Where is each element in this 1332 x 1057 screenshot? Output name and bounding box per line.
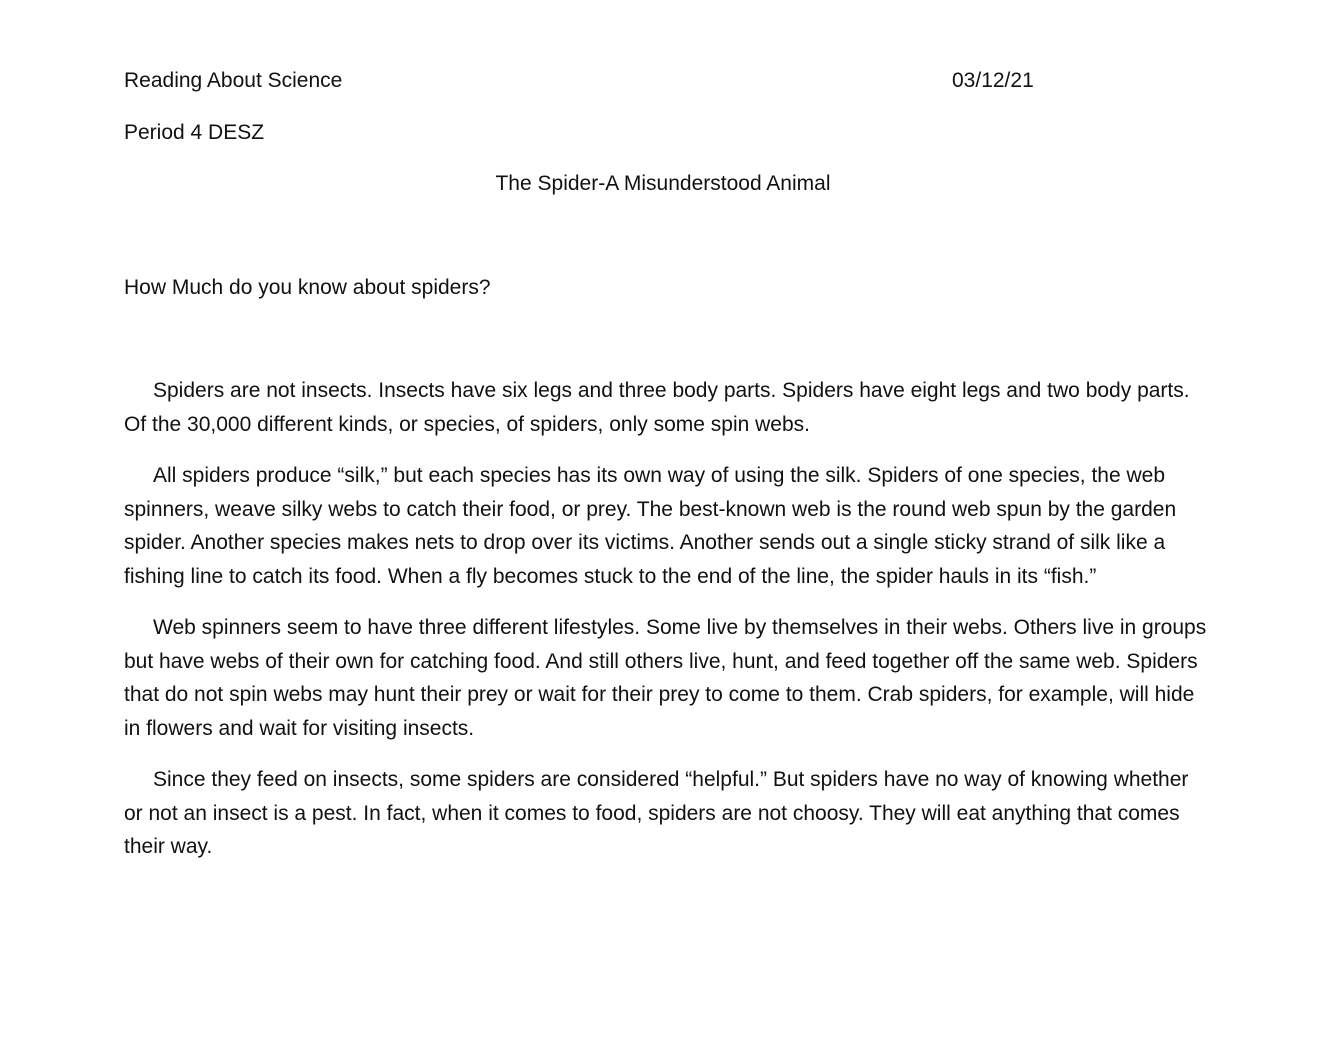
paragraph: All spiders produce “silk,” but each species has its own way of using the silk. Spiders of one species, the web spinners, weave silky webs to catch their food, or prey. The best-known web is the round web spun by the garden spider. Another species makes nets to drop over its victims. Another sends out a single sticky strand of silk like a fishing line to catch its food. When a fly becomes stuck to the end of the line, the spider hauls in its “fish.” [124,464,1177,588]
paragraph: Web spinners seem to have three different lifestyles. Some live by themselves in their webs. Others live in groups but have webs of their own for catching food. And still others live, hunt, and feed together off the same web. Spiders that do not spin webs may hunt their prey or wait for their prey to come to them. Crab spiders, for example, will hide in flowers and wait for visiting insects. [124,616,1207,740]
class-period: Period 4 DESZ [124,121,265,144]
intro-question: How Much do you know about spiders? [124,276,491,299]
paragraph: Spiders are not insects. Insects have six legs and three body parts. Spiders have eight legs and two body parts. Of the 30,000 different kinds, or species, of spiders, only some spin webs. [124,379,1190,436]
document-title: The Spider-A Misunderstood Animal [495,172,831,195]
paragraph: Since they feed on insects, some spiders are considered “helpful.” But spiders have no way of knowing whether or not an insect is a pest. In fact, when it comes to food, spiders are not choosy. They will eat anything that comes their way. [124,768,1189,858]
article-body [124,374,1209,882]
course-name: Reading About Science [124,69,343,92]
date: 03/12/21 [952,69,1034,92]
